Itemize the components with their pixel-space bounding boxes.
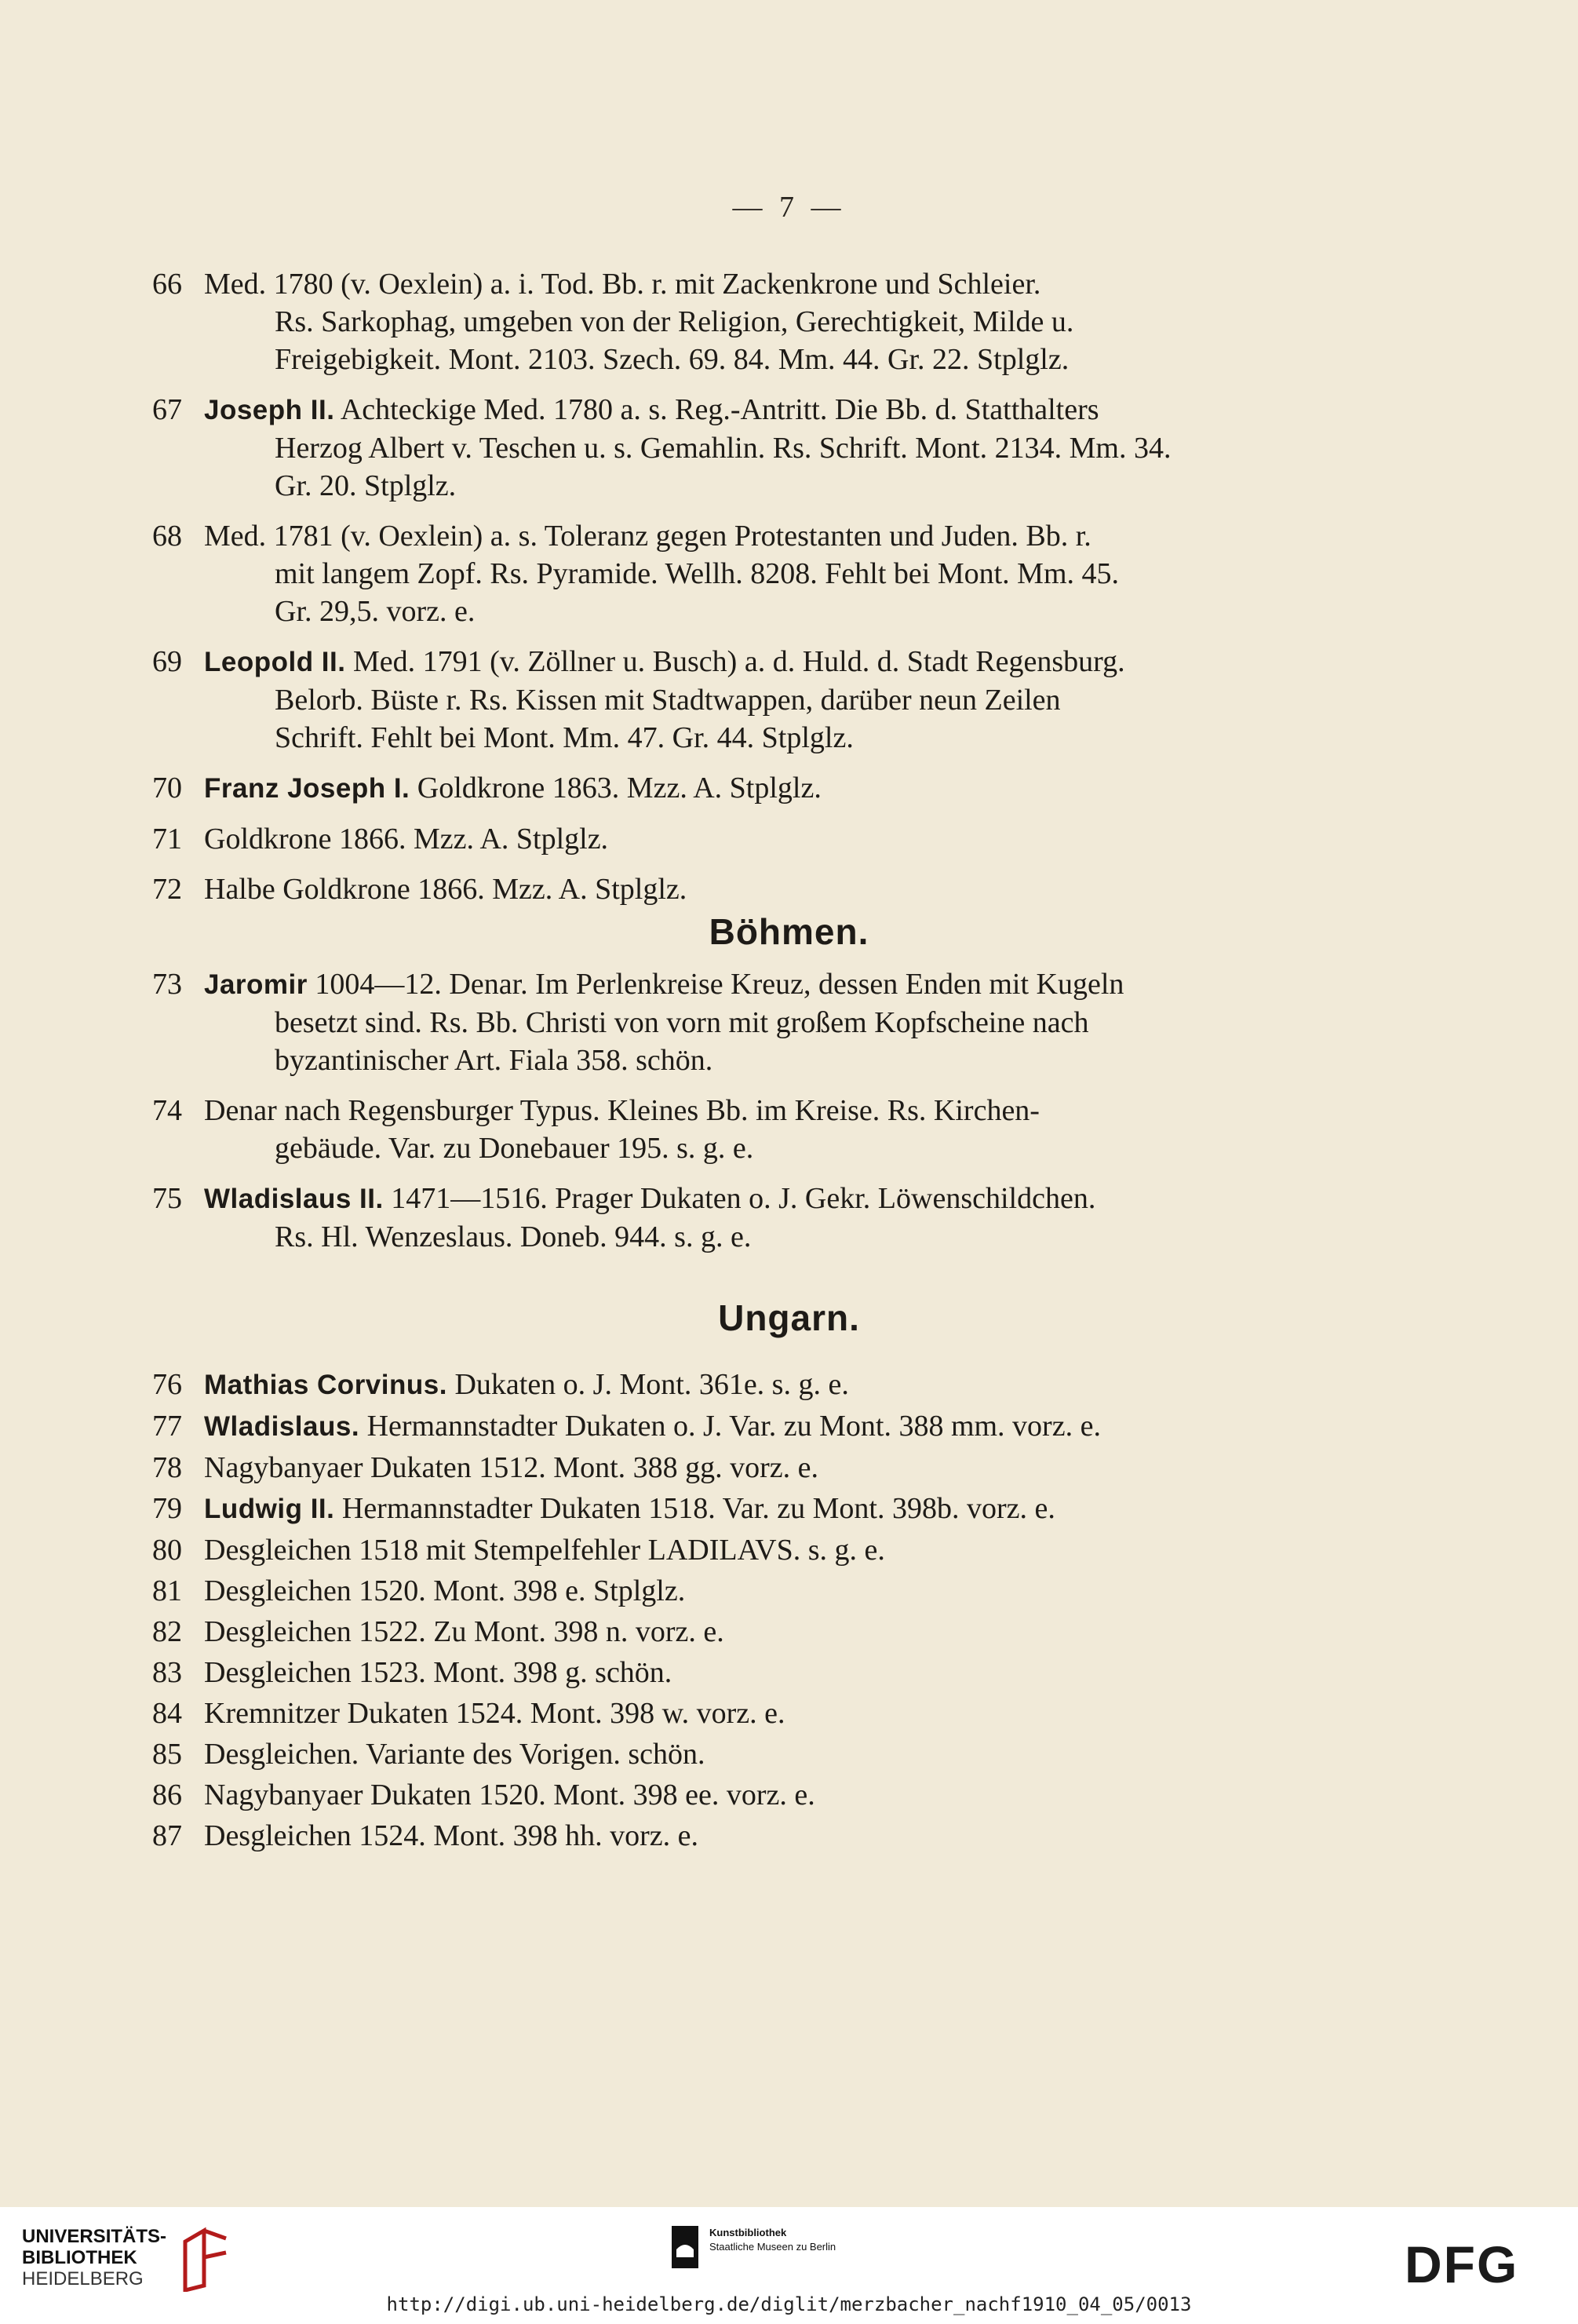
- entry-text: Desgleichen 1522. Zu Mont. 398 n. vorz. e.: [204, 1615, 724, 1648]
- entry-text: Achteckige Med. 1780 a. s. Reg.-Antritt. Die Bb. d. Statthalters: [340, 393, 1099, 426]
- entry-number: 67: [152, 393, 182, 426]
- entry-line: [204, 429, 1274, 467]
- entry-number: 80: [152, 1534, 182, 1567]
- kunstbibliothek-emblem-icon: [672, 2226, 698, 2268]
- ruler-name: Joseph II.: [204, 395, 335, 425]
- entry-number: 86: [152, 1779, 182, 1811]
- entry-number: 70: [152, 772, 182, 804]
- entry-text: byzantinischer Art. Fiala 358. schön.: [275, 1044, 713, 1077]
- entry-text: Nagybanyaer Dukaten 1520. Mont. 398 ee. vorz. e.: [204, 1779, 815, 1811]
- entry-line: [204, 643, 1274, 681]
- entry-text: Goldkrone 1866. Mzz. A. Stplglz.: [204, 823, 609, 856]
- kunstbibliothek-logo[interactable]: [672, 2226, 836, 2268]
- page-number: — 7 —: [732, 191, 846, 224]
- entry-text: Med. 1791 (v. Zöllner u. Busch) a. d. Huld. d. Stadt Regensburg.: [352, 645, 1125, 678]
- entry-body: [204, 1447, 1274, 1488]
- entries-austria: [152, 265, 1274, 908]
- ub-line2: BIBLIOTHEK: [22, 2247, 137, 2268]
- entry-text: Hermannstadter Dukaten 1518. Var. zu Mont. 398b. vorz. e.: [341, 1492, 1055, 1525]
- entry-number: 68: [152, 520, 182, 553]
- kb-line2: Staatliche Museen zu Berlin: [709, 2241, 836, 2253]
- entry-number: 74: [152, 1094, 182, 1127]
- kunstbibliothek-text: [709, 2226, 836, 2254]
- entry-body: [204, 1571, 1274, 1611]
- entry-line: [204, 391, 1274, 429]
- catalog-entry: [152, 820, 1274, 858]
- entry-text: Med. 1780 (v. Oexlein) a. i. Tod. Bb. r. mit Zackenkrone und Schleier.: [204, 268, 1041, 301]
- entry-line: [204, 303, 1274, 341]
- entry-text: Schrift. Fehlt bei Mont. Mm. 47. Gr. 44. Stplglz.: [275, 721, 854, 754]
- entry-line: [204, 820, 1274, 858]
- entry-body: [204, 870, 1274, 908]
- catalog-entry: [152, 643, 1274, 757]
- ruler-name: Franz Joseph I.: [204, 773, 410, 804]
- entry-body: [204, 1530, 1274, 1571]
- entry-body: [204, 1364, 1274, 1406]
- catalog-entry: [152, 1775, 1274, 1815]
- entry-number: 85: [152, 1738, 182, 1771]
- entry-line: [204, 769, 1274, 808]
- ruler-name: Leopold II.: [204, 647, 346, 677]
- kb-line1: Kunstbibliothek: [709, 2227, 787, 2238]
- entry-text: 1471—1516. Prager Dukaten o. J. Gekr. Löwenschildchen.: [391, 1182, 1096, 1215]
- entry-text: Freigebigkeit. Mont. 2103. Szech. 69. 84. Mm. 44. Gr. 22. Stplglz.: [275, 343, 1070, 376]
- catalog-entry: [152, 1611, 1274, 1652]
- entry-text: Hermannstadter Dukaten o. J. Var. zu Mont. 388 mm. vorz. e.: [366, 1410, 1101, 1443]
- ub-line3: HEIDELBERG: [22, 2268, 144, 2289]
- ruler-name: Jaromir: [204, 969, 308, 1000]
- entry-line: [204, 719, 1274, 757]
- heading-ungarn: Ungarn.: [718, 1297, 860, 1338]
- ub-line1: UNIVERSITÄTS-: [22, 2226, 167, 2247]
- entry-text: Rs. Hl. Wenzeslaus. Doneb. 944. s. g. e.: [275, 1220, 752, 1253]
- entry-number: 82: [152, 1615, 182, 1648]
- entry-body: [204, 1488, 1274, 1530]
- entry-line: [204, 265, 1274, 303]
- entry-line: [204, 593, 1274, 630]
- ruler-name: Ludwig II.: [204, 1494, 335, 1524]
- entries-ungarn: [152, 1364, 1274, 1856]
- catalog-entry: [152, 1447, 1274, 1488]
- catalog-entry: [152, 1652, 1274, 1693]
- entry-number: 75: [152, 1182, 182, 1215]
- entry-line: [204, 870, 1274, 908]
- entry-line: [204, 1180, 1274, 1218]
- entry-body: [204, 391, 1274, 505]
- ub-heidelberg-logo[interactable]: [22, 2226, 232, 2292]
- entry-body: [204, 1652, 1274, 1693]
- entries-boehmen: [152, 965, 1274, 1256]
- entry-body: [204, 1406, 1274, 1447]
- catalog-entry: [152, 1406, 1274, 1447]
- catalog-entry: [152, 870, 1274, 908]
- entry-body: [204, 1775, 1274, 1815]
- entry-text: Desgleichen 1524. Mont. 398 hh. vorz. e.: [204, 1819, 699, 1852]
- catalog-entry: [152, 265, 1274, 378]
- entry-body: [204, 265, 1274, 378]
- ub-emblem-icon: [177, 2226, 232, 2292]
- entry-number: 83: [152, 1656, 182, 1689]
- entry-body: [204, 820, 1274, 858]
- entry-text: Desgleichen 1518 mit Stempelfehler LADILAVS. s. g. e.: [204, 1534, 885, 1567]
- catalog-entry: [152, 1530, 1274, 1571]
- catalog-entry: [152, 1693, 1274, 1734]
- footer-bar: [0, 2207, 1578, 2324]
- entry-number: 87: [152, 1819, 182, 1852]
- entry-body: [204, 965, 1274, 1079]
- entry-number: 79: [152, 1492, 182, 1525]
- entry-body: [204, 1815, 1274, 1856]
- dfg-logo-text: DFG: [1405, 2240, 1519, 2287]
- entry-text: Desgleichen 1523. Mont. 398 g. schön.: [204, 1656, 672, 1689]
- entry-text: 1004—12. Denar. Im Perlenkreise Kreuz, dessen Enden mit Kugeln: [315, 968, 1124, 1001]
- entry-text: Gr. 20. Stplglz.: [275, 469, 457, 502]
- entry-body: [204, 769, 1274, 808]
- entry-number: 76: [152, 1368, 182, 1401]
- entry-number: 66: [152, 268, 182, 301]
- catalog-entry: [152, 1815, 1274, 1856]
- ruler-name: Wladislaus II.: [204, 1184, 384, 1214]
- entry-body: [204, 643, 1274, 757]
- entry-line: [204, 517, 1274, 555]
- catalog-entry: [152, 1734, 1274, 1775]
- catalog-entry: [152, 391, 1274, 505]
- entry-text: Desgleichen. Variante des Vorigen. schön.: [204, 1738, 705, 1771]
- entry-text: besetzt sind. Rs. Bb. Christi von vorn mit großem Kopfscheine nach: [275, 1006, 1089, 1039]
- catalog-entry: [152, 1092, 1274, 1167]
- entry-line: [204, 1218, 1274, 1256]
- entry-text: Med. 1781 (v. Oexlein) a. s. Toleranz gegen Protestanten und Juden. Bb. r.: [204, 520, 1091, 553]
- entry-body: [204, 517, 1274, 630]
- entry-text: mit langem Zopf. Rs. Pyramide. Wellh. 8208. Fehlt bei Mont. Mm. 45.: [275, 557, 1120, 590]
- entry-line: [204, 341, 1274, 378]
- entry-line: [204, 1129, 1274, 1167]
- entry-body: [204, 1693, 1274, 1734]
- entry-line: [204, 1042, 1274, 1079]
- dfg-logo[interactable]: [1405, 2240, 1554, 2287]
- entry-text: Herzog Albert v. Teschen u. s. Gemahlin. Rs. Schrift. Mont. 2134. Mm. 34.: [275, 432, 1172, 465]
- ruler-name: Wladislaus.: [204, 1411, 360, 1442]
- entry-line: [204, 1004, 1274, 1042]
- entry-line: [204, 681, 1274, 719]
- entry-line: [204, 965, 1274, 1004]
- entry-text: gebäude. Var. zu Donebauer 195. s. g. e.: [275, 1132, 754, 1165]
- entry-text: Goldkrone 1863. Mzz. A. Stplglz.: [417, 772, 822, 804]
- catalog-entry: [152, 1180, 1274, 1256]
- entry-body: [204, 1180, 1274, 1256]
- entry-body: [204, 1611, 1274, 1652]
- catalog-entry: [152, 1364, 1274, 1406]
- entry-line: [204, 1092, 1274, 1129]
- catalog-entry: [152, 1571, 1274, 1611]
- catalog-entry: [152, 965, 1274, 1079]
- ruler-name: Mathias Corvinus.: [204, 1370, 447, 1400]
- entry-number: 84: [152, 1697, 182, 1730]
- entry-text: Belorb. Büste r. Rs. Kissen mit Stadtwappen, darüber neun Zeilen: [275, 684, 1061, 717]
- entry-text: Halbe Goldkrone 1866. Mzz. A. Stplglz.: [204, 873, 687, 906]
- heading-boehmen: Böhmen.: [709, 911, 869, 952]
- entry-number: 78: [152, 1451, 182, 1484]
- entry-number: 77: [152, 1410, 182, 1443]
- entry-text: Denar nach Regensburger Typus. Kleines Bb. im Kreise. Rs. Kirchen-: [204, 1094, 1040, 1127]
- entry-number: 81: [152, 1574, 182, 1607]
- entry-text: Nagybanyaer Dukaten 1512. Mont. 388 gg. vorz. e.: [204, 1451, 819, 1484]
- entry-text: Dukaten o. J. Mont. 361e. s. g. e.: [454, 1368, 849, 1401]
- entry-text: Rs. Sarkophag, umgeben von der Religion, Gerechtigkeit, Milde u.: [275, 305, 1074, 338]
- entry-number: 72: [152, 873, 182, 906]
- entry-text: Desgleichen 1520. Mont. 398 e. Stplglz.: [204, 1574, 686, 1607]
- entry-text: Gr. 29,5. vorz. e.: [275, 595, 476, 628]
- catalog-entry: [152, 769, 1274, 808]
- catalog-entry: [152, 1488, 1274, 1530]
- entry-line: [204, 467, 1274, 505]
- source-url[interactable]: http://digi.ub.uni-heidelberg.de/diglit/merzbacher_nachf1910_04_05/0013: [386, 2293, 1192, 2315]
- entry-line: [204, 555, 1274, 593]
- entry-body: [204, 1734, 1274, 1775]
- ub-logo-text: [22, 2226, 166, 2289]
- entry-body: [204, 1092, 1274, 1167]
- entry-number: 71: [152, 823, 182, 856]
- entry-number: 69: [152, 645, 182, 678]
- entry-number: 73: [152, 968, 182, 1001]
- catalog-entry: [152, 517, 1274, 630]
- entry-text: Kremnitzer Dukaten 1524. Mont. 398 w. vorz. e.: [204, 1697, 785, 1730]
